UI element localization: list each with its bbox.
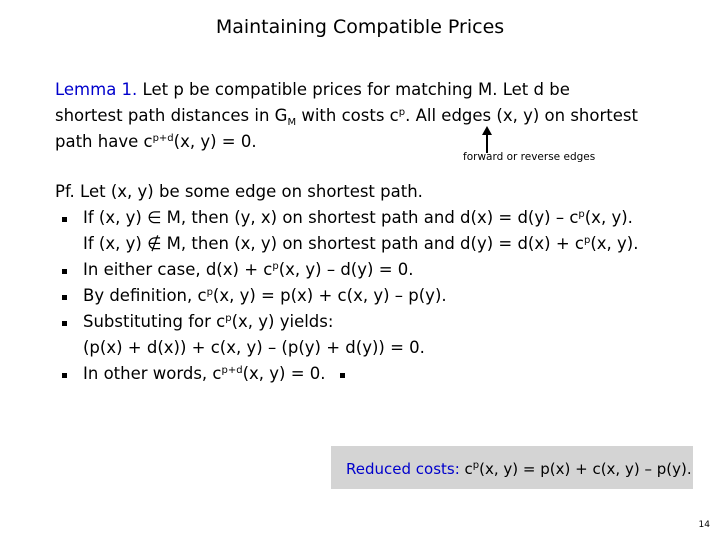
superscript: p+d	[221, 365, 243, 376]
lemma-line-2	[55, 106, 638, 128]
lemma-text: (x, y) = 0.	[173, 132, 257, 151]
lemma-label: Lemma 1.	[55, 80, 138, 99]
element-of-symbol: ∈	[147, 208, 162, 227]
lemma-line-3	[55, 132, 257, 151]
reduced-costs-box	[331, 446, 695, 491]
arrow-shaft	[486, 133, 488, 153]
lemma-line-1	[55, 80, 570, 99]
superscript: p	[272, 261, 279, 272]
bullet-icon	[62, 295, 67, 300]
lemma-text: shortest path distances in G	[55, 106, 288, 125]
bullet-icon	[62, 373, 67, 378]
proof-text: By definition, c	[83, 286, 207, 305]
proof-bullet-4-cont: (p(x) + d(x)) + c(x, y) – (p(y) + d(y)) = 0.	[83, 338, 425, 357]
reduced-costs-formula: c	[459, 460, 473, 478]
proof-text: (x, y) – d(y) = 0.	[278, 260, 414, 279]
superscript: p+d	[152, 133, 174, 144]
proof-bullet-3	[83, 286, 447, 305]
bullet-icon	[62, 321, 67, 326]
proof-text: M, then (y, x) on shortest path and d(x) = d(y) – c	[161, 208, 579, 227]
reduced-costs-formula: (x, y) = p(x) + c(x, y) – p(y).	[479, 460, 692, 478]
proof-text: (x, y) yields:	[231, 312, 334, 331]
proof-text: In other words, c	[83, 364, 222, 383]
proof-text: In either case, d(x) + c	[83, 260, 273, 279]
slide-title: Maintaining Compatible Prices	[215, 16, 505, 38]
page-number: 14	[698, 520, 710, 530]
proof-bullet-1-cont	[83, 234, 638, 253]
proof-text: (x, y).	[584, 208, 633, 227]
not-element-of-symbol: ∉	[147, 234, 162, 253]
proof-text: M, then (x, y) on shortest path and d(y) = d(x) + c	[161, 234, 584, 253]
proof-text: (x, y) = p(x) + c(x, y) – p(y).	[212, 286, 447, 305]
superscript: p	[472, 460, 480, 471]
proof-text: (x, y).	[590, 234, 639, 253]
reduced-costs-text	[346, 460, 692, 478]
lemma-text: with costs c	[296, 106, 399, 125]
lemma-text: . All edges (x, y) on shortest	[405, 106, 638, 125]
proof-text: If (x, y)	[83, 208, 148, 227]
bullet-icon	[62, 217, 67, 222]
proof-intro	[55, 182, 423, 201]
subscript: M	[287, 117, 297, 128]
superscript: p	[206, 287, 213, 298]
superscript: p	[578, 209, 585, 220]
qed-icon	[340, 373, 345, 378]
lemma-text: Let p be compatible prices for matching M. Let d be	[137, 80, 570, 99]
proof-text: Substituting for c	[83, 312, 226, 331]
lemma-text: path have c	[55, 132, 153, 151]
proof-bullet-2	[83, 260, 414, 279]
proof-text: (x, y) = 0.	[242, 364, 326, 383]
proof-text: Let (x, y) be some edge on shortest path.	[74, 182, 423, 201]
bullet-icon	[62, 269, 67, 274]
proof-bullet-5	[83, 364, 345, 383]
superscript: p	[398, 107, 406, 118]
reduced-costs-label: Reduced costs:	[346, 460, 460, 478]
proof-text: If (x, y)	[83, 234, 148, 253]
proof-bullet-1	[83, 208, 633, 227]
superscript: p	[225, 313, 232, 324]
edge-annotation: forward or reverse edges	[463, 151, 596, 163]
proof-bullet-4	[83, 312, 333, 331]
superscript: p	[583, 235, 591, 246]
proof-label: Pf.	[55, 182, 75, 201]
